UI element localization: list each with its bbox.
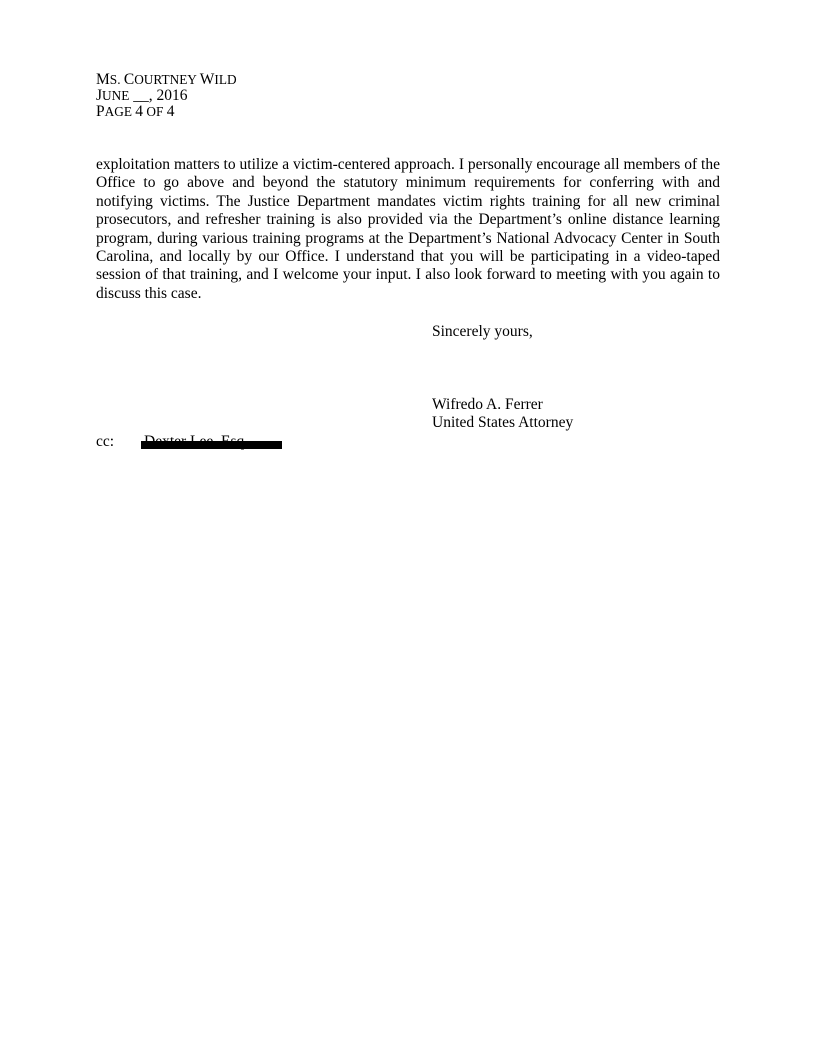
signer-title: United States Attorney: [432, 414, 574, 431]
letter-header: [96, 72, 237, 120]
body-paragraph: exploitation matters to utilize a victim-centered approach. I personally encourage all members of the Office to go above and beyond the statutory minimum requirements for conferring with and notifying victims. The Justice Department mandates victim rights training for all new criminal prosecutors, and refresher training is also provided via the Department’s online distance learning program, during various training programs at the Department’s National Advocacy Center in South Carolina, and locally by our Office. I understand that you will be participating in a video-taped session of that training, and I welcome your input. I also look forward to meeting with you again to discuss this case.: [96, 156, 720, 302]
cc-label: cc:: [96, 433, 115, 450]
page-number-line: PAGE 4 OF 4: [96, 103, 175, 120]
signer-name: Wifredo A. Ferrer: [432, 396, 543, 413]
redaction-bar: [141, 441, 282, 449]
recipient-line: MS. COURTNEY WILD: [96, 71, 237, 88]
closing-salutation: Sincerely yours,: [432, 323, 533, 340]
date-line: JUNE __, 2016: [96, 87, 188, 104]
